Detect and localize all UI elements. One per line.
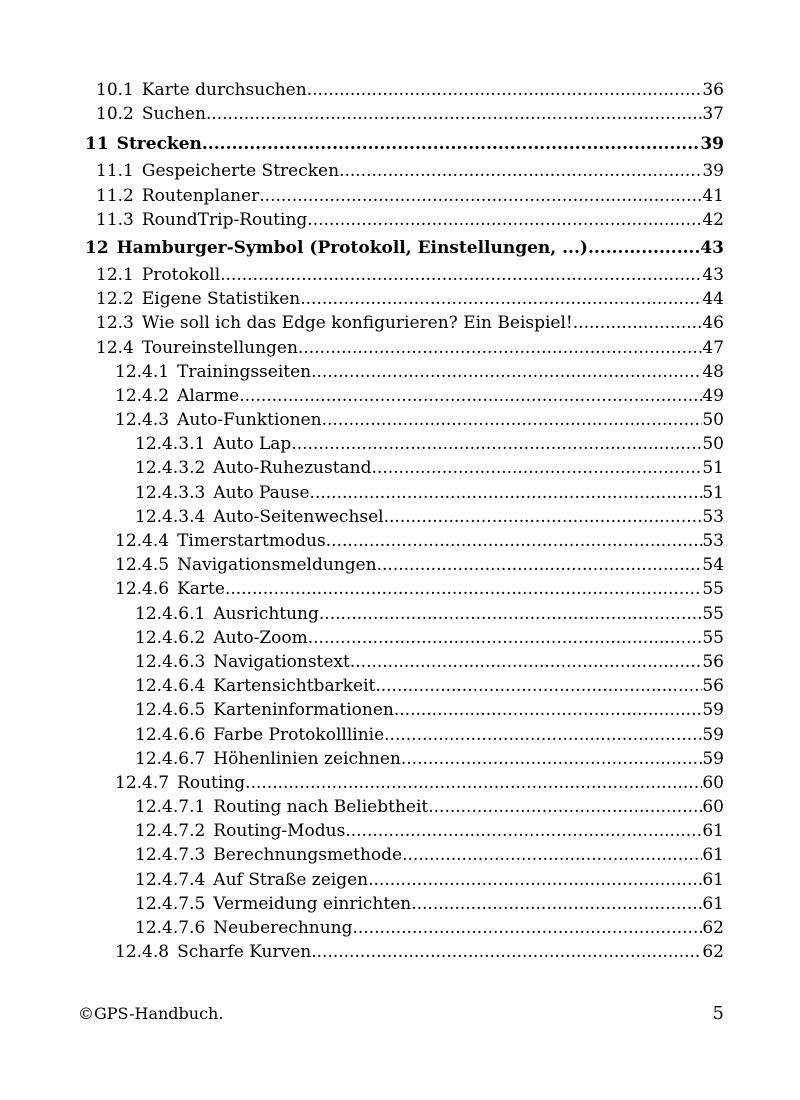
toc-entry-page: 47 — [702, 337, 724, 358]
toc-entry[interactable] — [0, 819, 800, 843]
toc-entry-number: 12.4.3 — [115, 410, 170, 431]
toc-entry-number: 12.4.5 — [115, 555, 170, 576]
toc-entry[interactable] — [0, 287, 800, 311]
toc-entry[interactable] — [0, 771, 800, 795]
toc-entry-title: Neuberechnung — [213, 918, 353, 938]
toc-entry-title: Scharfe Kurven — [177, 942, 312, 963]
toc-entry-number: 11.3 — [96, 209, 134, 230]
toc-entry-number: 12.4.3.1 — [135, 434, 206, 455]
toc-entry-page: 53 — [702, 531, 724, 551]
toc-entry-title: Auto-Funktionen — [177, 410, 322, 431]
toc-entry[interactable] — [0, 408, 800, 432]
toc-entry[interactable] — [0, 336, 800, 360]
toc-dot-leader — [326, 531, 703, 551]
toc-entry-number: 12.4.7.6 — [135, 918, 206, 938]
toc-dot-leader — [307, 80, 703, 100]
toc-entry-number: 12.4.6.5 — [135, 700, 206, 721]
toc-dot-leader — [402, 845, 702, 865]
toc-entry-number: 12.4.6.3 — [135, 651, 206, 672]
toc-entry-page: 61 — [702, 893, 724, 914]
toc-entry-page: 54 — [702, 555, 724, 576]
toc-entry-title: Timerstartmodus — [177, 531, 326, 551]
toc-entry-page: 60 — [702, 772, 724, 793]
toc-entry-number: 12.4.1 — [115, 361, 170, 382]
toc-entry-page: 61 — [702, 869, 724, 890]
toc-dot-leader — [245, 773, 702, 793]
toc-entry[interactable] — [0, 843, 800, 867]
toc-dot-leader — [588, 238, 700, 258]
toc-dot-leader — [307, 210, 702, 230]
toc-dot-leader — [384, 725, 702, 745]
toc-entry-page: 60 — [702, 797, 724, 818]
toc-entry[interactable] — [0, 432, 800, 456]
toc-entry-title: Trainingsseiten — [177, 361, 312, 382]
toc-entry-title: Eigene Statistiken — [141, 289, 301, 310]
toc-dot-leader — [368, 870, 702, 890]
toc-entry-number: 11.2 — [96, 185, 134, 206]
toc-entry[interactable] — [0, 505, 800, 529]
toc-entry-number: 12.4 — [96, 337, 134, 358]
toc-dot-leader — [202, 134, 700, 154]
toc-entry-number: 12.4.7.3 — [135, 845, 206, 866]
toc-dot-leader — [372, 458, 703, 478]
toc-entry-title: Auto-Ruhezustand — [213, 458, 372, 479]
toc-dot-leader — [375, 676, 702, 696]
toc-dot-leader — [311, 942, 702, 962]
toc-entry-number: 12.4.7.5 — [135, 893, 206, 914]
toc-dot-leader — [345, 821, 702, 841]
toc-entry[interactable] — [0, 553, 800, 577]
toc-entry-title: Toureinstellungen — [141, 337, 298, 358]
toc-entry[interactable] — [0, 184, 800, 208]
toc-entry-page: 36 — [702, 80, 724, 100]
toc-entry[interactable] — [0, 384, 800, 408]
toc-entry-page: 55 — [702, 603, 724, 624]
toc-entry-page: 55 — [702, 579, 724, 600]
toc-entry-title: Routenplaner — [141, 185, 260, 206]
toc-entry[interactable] — [0, 208, 800, 232]
toc-entry-number: 11 — [85, 134, 109, 155]
toc-entry[interactable] — [0, 892, 800, 916]
toc-entry-title: Karte durchsuchen — [141, 80, 307, 100]
toc-entry-page: 43 — [700, 237, 724, 258]
toc-entry-page: 61 — [702, 821, 724, 842]
toc-entry-page: 62 — [702, 918, 724, 938]
toc-entry-title: Gespeicherte Strecken — [141, 161, 340, 182]
toc-dot-leader — [353, 918, 703, 938]
toc-entry-number: 12.4.3.3 — [135, 482, 206, 503]
toc-entry-page: 43 — [702, 264, 724, 285]
toc-entry[interactable] — [0, 456, 800, 480]
toc-dot-leader — [350, 652, 703, 672]
toc-entry-number: 12.4.4 — [115, 531, 170, 551]
footer-page-number: 5 — [712, 1003, 724, 1024]
toc-entry-page: 50 — [702, 434, 724, 455]
toc-entry-title: Kartensichtbarkeit — [213, 676, 376, 697]
toc-entry-number: 12.4.7 — [115, 772, 170, 793]
toc-entry-title: Routing-Modus — [213, 821, 346, 842]
toc-entry-number: 12 — [85, 237, 109, 258]
toc-dot-leader — [377, 555, 703, 575]
toc-entry-title: RoundTrip-Routing — [141, 209, 308, 230]
toc-dot-leader — [322, 410, 703, 430]
toc-dot-leader — [310, 483, 703, 503]
toc-dot-leader — [573, 313, 703, 333]
toc-entry[interactable] — [0, 78, 800, 102]
toc-entry[interactable] — [0, 650, 800, 674]
toc-dot-leader — [206, 104, 702, 124]
toc-entry-title: Auf Straße zeigen — [213, 869, 369, 890]
toc-dot-leader — [298, 338, 702, 358]
toc-entry-title: Karte — [177, 579, 225, 600]
toc-entry-title: Höhenlinien zeichnen — [213, 748, 401, 769]
toc-entry-page: 59 — [702, 700, 724, 721]
toc-entry-title: Berechnungsmethode — [213, 845, 403, 866]
toc-entry[interactable] — [0, 916, 800, 940]
toc-entry-title: Navigationstext — [213, 651, 350, 672]
toc-entry-page: 41 — [702, 185, 724, 206]
toc-dot-leader — [220, 265, 702, 285]
toc-entry-page: 61 — [702, 845, 724, 866]
toc-entry-title: Navigationsmeldungen — [177, 555, 377, 576]
toc-entry[interactable] — [0, 626, 800, 650]
toc-entry-number: 12.4.3.2 — [135, 458, 206, 479]
toc-dot-leader — [300, 289, 702, 309]
table-of-contents — [0, 78, 800, 964]
toc-entry-page: 56 — [702, 651, 724, 672]
toc-entry-number: 12.3 — [96, 313, 134, 334]
toc-entry[interactable] — [0, 481, 800, 505]
toc-entry-title: Karteninformationen — [213, 700, 394, 721]
toc-entry-title: Auto Pause — [213, 482, 310, 503]
toc-entry-page: 59 — [702, 748, 724, 769]
toc-entry[interactable] — [0, 795, 800, 819]
toc-entry-number: 12.4.6.6 — [135, 724, 206, 745]
toc-entry-number: 12.4.6.2 — [135, 627, 206, 648]
toc-entry-page: 51 — [702, 458, 724, 479]
toc-dot-leader — [291, 434, 702, 454]
toc-entry[interactable] — [0, 747, 800, 771]
toc-entry-number: 10.1 — [96, 80, 134, 100]
toc-entry-title: Strecken — [116, 134, 202, 155]
toc-entry-title: Auto-Seitenwechsel — [213, 506, 384, 527]
toc-entry-page: 59 — [702, 724, 724, 745]
toc-entry[interactable] — [0, 674, 800, 698]
toc-entry[interactable] — [0, 128, 800, 159]
toc-entry-number: 12.2 — [96, 289, 134, 310]
toc-entry-number: 10.2 — [96, 104, 134, 125]
toc-entry-page: 42 — [702, 209, 724, 230]
toc-entry[interactable] — [0, 360, 800, 384]
toc-entry-page: 56 — [702, 676, 724, 697]
toc-entry-title: Auto Lap — [213, 434, 292, 455]
toc-entry-number: 12.4.6.7 — [135, 748, 206, 769]
toc-entry-number: 11.1 — [96, 161, 134, 182]
toc-entry-title: Routing — [177, 772, 246, 793]
toc-dot-leader — [339, 161, 702, 181]
toc-entry-title: Farbe Protokolllinie — [213, 724, 385, 745]
toc-entry-title: Suchen — [141, 104, 206, 125]
toc-entry-page: 39 — [700, 134, 724, 155]
toc-dot-leader — [428, 797, 702, 817]
toc-entry[interactable] — [0, 232, 800, 263]
toc-entry[interactable] — [0, 940, 800, 964]
toc-entry[interactable] — [0, 723, 800, 747]
toc-entry-page: 55 — [702, 627, 724, 648]
toc-dot-leader — [311, 362, 702, 382]
toc-dot-leader — [384, 507, 703, 527]
toc-dot-leader — [225, 579, 702, 599]
toc-dot-leader — [308, 628, 703, 648]
toc-entry-page: 44 — [702, 289, 724, 310]
toc-entry[interactable] — [0, 159, 800, 183]
toc-dot-leader — [239, 386, 702, 406]
toc-entry[interactable] — [0, 602, 800, 626]
toc-entry[interactable] — [0, 529, 800, 553]
toc-dot-leader — [401, 749, 702, 769]
toc-entry-title: Protokoll — [141, 264, 221, 285]
toc-entry-number: 12.4.6.1 — [135, 603, 206, 624]
toc-entry-page: 48 — [702, 361, 724, 382]
toc-dot-leader — [259, 186, 702, 206]
toc-entry[interactable] — [0, 868, 800, 892]
toc-entry-page: 51 — [702, 482, 724, 503]
toc-entry[interactable] — [0, 577, 800, 601]
toc-dot-leader — [319, 604, 702, 624]
toc-dot-leader — [411, 894, 702, 914]
toc-entry-title: Auto-Zoom — [213, 627, 308, 648]
toc-entry-number: 12.1 — [96, 264, 134, 285]
footer-copyright: ©GPS-Handbuch. — [78, 1004, 224, 1023]
toc-entry-page: 46 — [702, 313, 724, 334]
toc-entry-number: 12.4.8 — [115, 942, 170, 963]
toc-entry-title: Hamburger-Symbol (Protokoll, Einstellungen, ...) — [116, 237, 588, 258]
toc-entry-title: Alarme — [177, 385, 240, 406]
toc-entry[interactable] — [0, 698, 800, 722]
toc-entry-number: 12.4.6.4 — [135, 676, 206, 697]
toc-entry-page: 53 — [702, 506, 724, 527]
toc-entry[interactable] — [0, 102, 800, 126]
toc-entry-number: 12.4.7.1 — [135, 797, 206, 818]
toc-entry-title: Routing nach Beliebtheit — [213, 797, 429, 818]
toc-entry-title: Ausrichtung — [213, 603, 319, 624]
toc-entry-title: Wie soll ich das Edge konfigurieren? Ein Beispiel! — [141, 313, 573, 334]
toc-entry-number: 12.4.6 — [115, 579, 170, 600]
toc-entry-page: 49 — [702, 385, 724, 406]
toc-entry[interactable] — [0, 263, 800, 287]
toc-entry-page: 39 — [702, 161, 724, 182]
toc-entry-title: Vermeidung einrichten — [213, 893, 412, 914]
toc-entry-page: 37 — [702, 104, 724, 125]
toc-entry[interactable] — [0, 311, 800, 335]
toc-entry-page: 62 — [702, 942, 724, 963]
toc-entry-number: 12.4.7.4 — [135, 869, 206, 890]
toc-dot-leader — [394, 700, 703, 720]
toc-entry-number: 12.4.7.2 — [135, 821, 206, 842]
toc-entry-number: 12.4.2 — [115, 385, 170, 406]
toc-entry-number: 12.4.3.4 — [135, 506, 206, 527]
toc-entry-page: 50 — [702, 410, 724, 431]
